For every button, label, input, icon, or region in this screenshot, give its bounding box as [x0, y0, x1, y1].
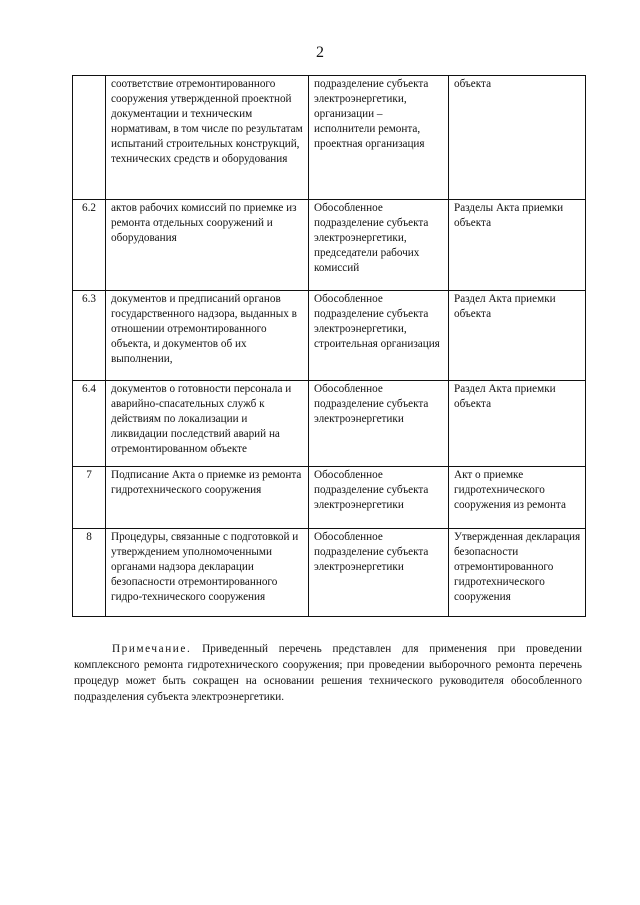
- responsible-cell: Обособленное подразделение субъекта электроэнергетики, председатели рабочих комиссий: [309, 200, 449, 291]
- table-row: [73, 529, 586, 617]
- row-number: 6.3: [73, 291, 106, 381]
- procedure-cell: Процедуры, связанные с подготовкой и утверждением уполномоченными органами надзора декларации безопасности отремонтированного гидро-технического сооружения: [106, 529, 309, 617]
- table-row: [73, 291, 586, 381]
- row-number: 7: [73, 467, 106, 529]
- procedure-cell: Подписание Акта о приемке из ремонта гидротехнического сооружения: [106, 467, 309, 529]
- procedure-cell: документов и предписаний органов государственного надзора, выданных в отношении отремонтированного объекта, и документов об их выполнении,: [106, 291, 309, 381]
- note-block: [74, 641, 582, 705]
- document-cell: Раздел Акта приемки объекта: [449, 291, 586, 381]
- row-number: 8: [73, 529, 106, 617]
- responsible-cell: Обособленное подразделение субъекта электроэнергетики, строительная организация: [309, 291, 449, 381]
- procedure-cell: соответствие отремонтированного сооружения утвержденной проектной документации и техническим нормативам, в том числе по результатам испытаний строительных конструкций, технических средств и оборудования: [106, 76, 309, 200]
- responsible-cell: подразделение субъекта электроэнергетики, организации – исполнители ремонта, проектная организация: [309, 76, 449, 200]
- procedure-cell: документов о готовности персонала и аварийно-спасательных служб к действиям по локализации и ликвидации последствий аварий на отремонтированном объекте: [106, 381, 309, 467]
- table-row: [73, 381, 586, 467]
- procedure-cell: актов рабочих комиссий по приемке из ремонта отдельных сооружений и оборудования: [106, 200, 309, 291]
- document-cell: Разделы Акта приемки объекта: [449, 200, 586, 291]
- table-row: [73, 467, 586, 529]
- note-label: Примечание.: [112, 643, 192, 655]
- table-row: [73, 76, 586, 200]
- responsible-cell: Обособленное подразделение субъекта электроэнергетики: [309, 529, 449, 617]
- document-cell: Утвержденная декларация безопасности отремонтированного гидротехнического сооружения: [449, 529, 586, 617]
- document-cell: объекта: [449, 76, 586, 200]
- row-number: 6.4: [73, 381, 106, 467]
- responsible-cell: Обособленное подразделение субъекта электроэнергетики: [309, 467, 449, 529]
- responsible-cell: Обособленное подразделение субъекта электроэнергетики: [309, 381, 449, 467]
- row-number: 6.2: [73, 200, 106, 291]
- procedures-table: [72, 75, 586, 617]
- row-number: [73, 76, 106, 200]
- document-cell: Акт о приемке гидротехнического сооружения из ремонта: [449, 467, 586, 529]
- note-text: Приведенный перечень представлен для применения при проведении комплексного ремонта гидротехнического сооружения; при проведении выборочного ремонта перечень процедур может быть сокращен на основании решения технического руководителя обособленного подразделения субъекта электроэнергетики.: [74, 643, 582, 703]
- document-cell: Раздел Акта приемки объекта: [449, 381, 586, 467]
- page-number: 2: [316, 44, 324, 61]
- table-row: [73, 200, 586, 291]
